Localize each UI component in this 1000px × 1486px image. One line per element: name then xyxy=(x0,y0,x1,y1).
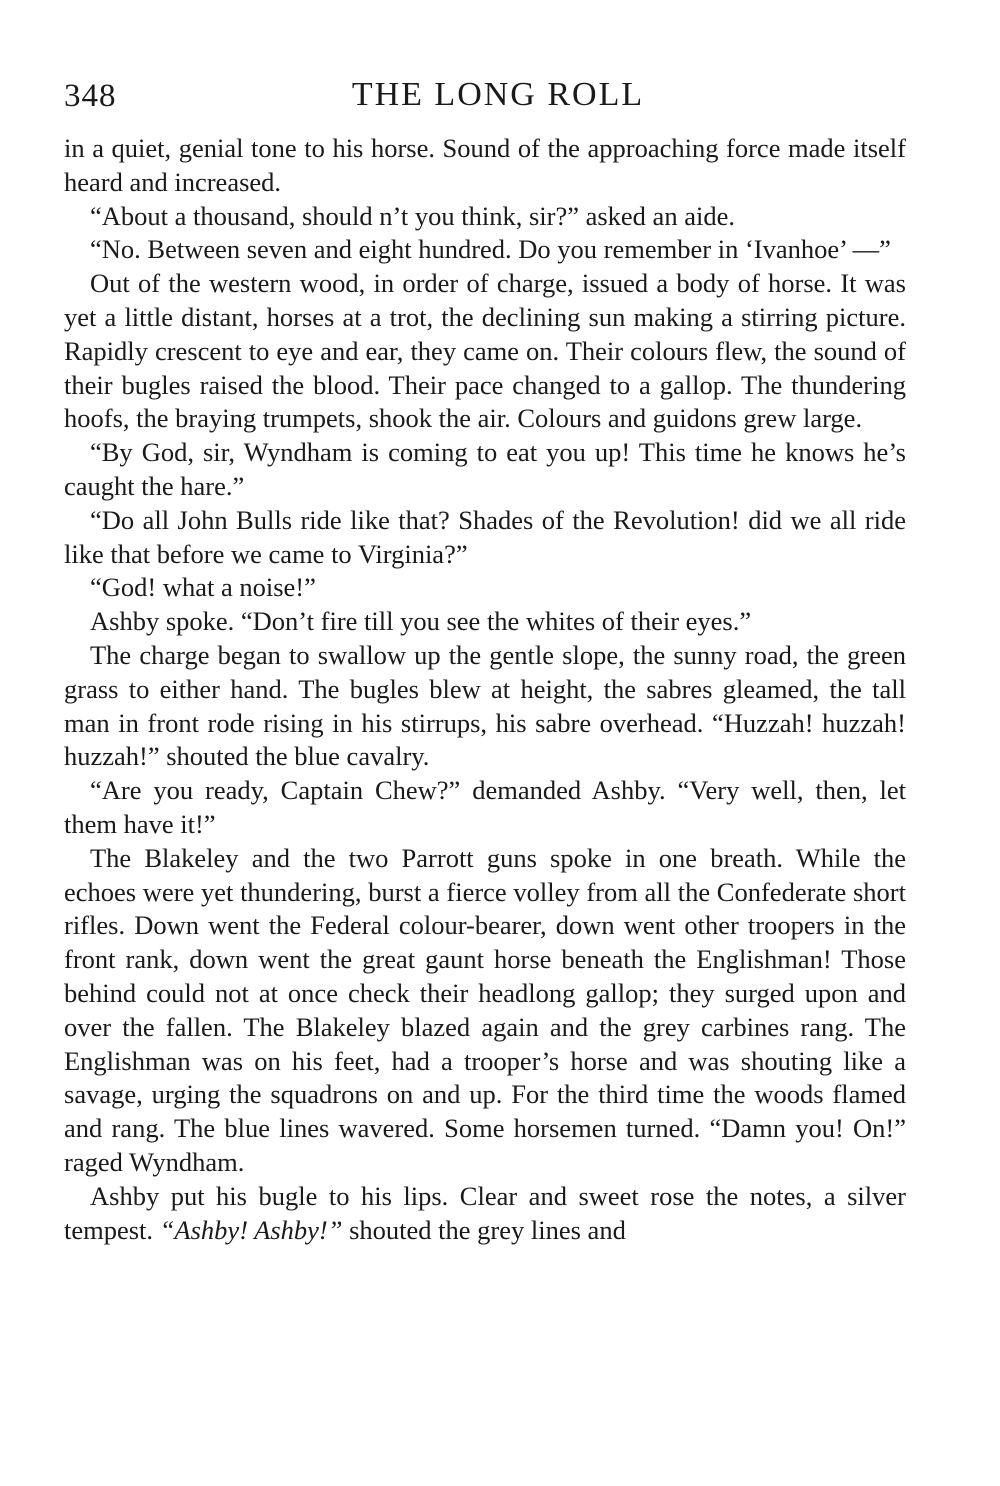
italic-shout: “Ashby! Ashby!” xyxy=(159,1214,343,1245)
paragraph xyxy=(64,1180,906,1248)
book-page xyxy=(64,70,906,1247)
paragraph: The Blakeley and the two Parrott guns spoke in one breath. While the echoes were yet thundering, burst a fierce volley from all the Confederate short rifles. Down went the Federal colour-bearer, down went other troopers in the front rank, down went the great gaunt horse beneath the Englishman! Those behind could not at once check their headlong gallop; they surged upon and over the fallen. The Blakeley blazed again and the grey carbines rang. The Englishman was on his feet, had a trooper’s horse and was shouting like a savage, urging the squadrons on and up. For the third time the woods flamed and rang. The blue lines wavered. Some horsemen turned. “Damn you! On!” raged Wyndham. xyxy=(64,842,906,1177)
paragraph: “About a thousand, should n’t you think, sir?” asked an aide. xyxy=(90,200,735,231)
paragraph: “Are you ready, Captain Chew?” demanded Ashby. “Very well, then, let them have it!” xyxy=(64,775,906,839)
page-number: 348 xyxy=(64,78,117,114)
paragraph: “Do all John Bulls ride like that? Shades of the Revolution! did we all ride like that before we came to Virginia?” xyxy=(64,504,906,569)
paragraph: in a quiet, genial tone to his horse. Sound of the approaching force made itself heard and increased. xyxy=(64,133,906,197)
paragraph: “No. Between seven and eight hundred. Do you remember in ‘Ivanhoe’ —” xyxy=(90,234,891,265)
paragraph-text: shouted the grey lines and xyxy=(342,1214,626,1245)
page-header xyxy=(64,70,906,132)
paragraph: “By God, sir, Wyndham is coming to eat you up! This time he knows he’s caught the hare.” xyxy=(64,437,906,501)
paragraph: The charge began to swallow up the gentle slope, the sunny road, the green grass to either hand. The bugles blew at height, the sabres gleamed, the tall man in front rode rising in his stirrups, his sabre overhead. “Huzzah! huzzah! huzzah!” shouted the blue cavalry. xyxy=(64,639,906,772)
paragraph: “God! what a noise!” xyxy=(90,572,316,603)
paragraph-text: Ashby put his bugle to his lips. Clear and sweet rose the notes, a silver tempest. xyxy=(64,1180,906,1245)
paragraph: Out of the western wood, in order of charge, issued a body of horse. It was yet a little distant, horses at a trot, the declining sun making a stirring picture. Rapidly crescent to eye and ear, they came on. Their colours flew, the sound of their bugles raised the blood. Their pace changed to a gallop. The thundering hoofs, the braying trumpets, shook the air. Colours and guidons grew large. xyxy=(64,268,906,434)
body-text xyxy=(64,132,906,1247)
running-title: THE LONG ROLL xyxy=(351,76,645,113)
paragraph: Ashby spoke. “Don’t fire till you see the whites of their eyes.” xyxy=(90,606,752,637)
